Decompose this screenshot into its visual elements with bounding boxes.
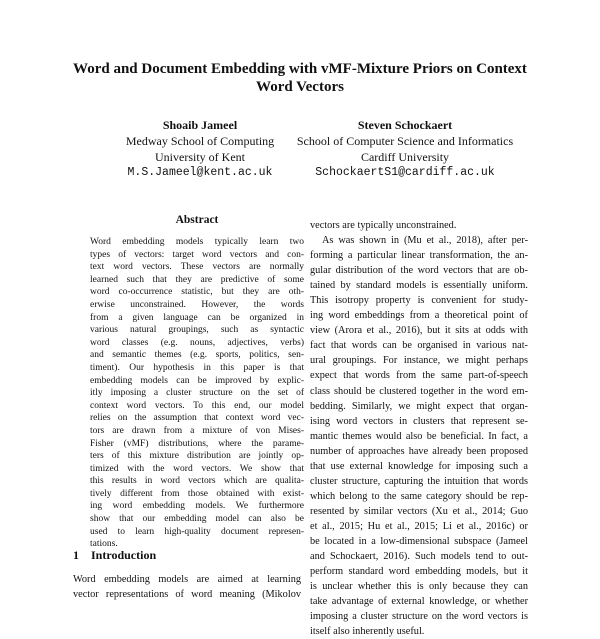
text-line: tors are drawn from a mixture of von Mises- bbox=[90, 425, 304, 436]
author-name: Steven Schockaert bbox=[357, 118, 453, 132]
text-line: gular distribution of the word vectors that are ob- bbox=[310, 265, 528, 277]
text-line: mantic themes would also be beneficial. In fact, a bbox=[310, 430, 528, 442]
text-line: tively different from those obtained with exist- bbox=[90, 488, 304, 499]
text-line: ing word embeddings from a theoretical point of bbox=[310, 310, 528, 322]
text-line: ters of this mixture distribution are jointly op- bbox=[90, 451, 304, 462]
text-line: vectors are typically unconstrained. bbox=[310, 220, 457, 231]
text-line: and Schockaert, 2016). Such models tend to out- bbox=[310, 551, 528, 563]
author-email: SchockaertS1@cardiff.ac.uk bbox=[315, 166, 495, 179]
text-line: word classes (e.g. nouns, adjectives, verbs) bbox=[90, 337, 304, 348]
section-heading-introduction bbox=[73, 548, 156, 563]
text-line: timent). Our hypothesis in this paper is that bbox=[90, 362, 304, 373]
author-affiliation: Cardiff University bbox=[360, 150, 450, 164]
text-line: itly imposing a cluster structure on the set of bbox=[90, 388, 304, 399]
author-block-2 bbox=[285, 117, 525, 181]
author-block-1 bbox=[95, 117, 305, 181]
text-line: This isotropy property is convenient for study- bbox=[310, 295, 528, 307]
text-line: timized with the word vectors. We show that bbox=[90, 463, 304, 474]
text-line: learned such that they are predictive of some bbox=[90, 274, 304, 285]
text-line: Word embedding models are aimed at learning bbox=[73, 574, 301, 585]
author-name: Shoaib Jameel bbox=[162, 118, 238, 132]
text-line: As was shown in (Mu et al., 2018), after per- bbox=[322, 235, 528, 247]
text-line: perform standard word embedding models, but it bbox=[310, 566, 528, 578]
text-line: number of approaches have already been proposed bbox=[310, 445, 528, 457]
text-line: context word vectors. To this end, our model bbox=[90, 400, 304, 411]
text-line: which belong to the same category should be rep- bbox=[310, 490, 528, 502]
text-line: types of vectors: target word vectors and con- bbox=[90, 249, 304, 260]
text-line: show that our embedding model can also be bbox=[90, 514, 304, 525]
author-affiliation: School of Computer Science and Informatics bbox=[296, 134, 514, 148]
section-title: Introduction bbox=[91, 548, 157, 562]
paper-title-line-1: Word and Document Embedding with vMF-Mixture Priors on Context bbox=[73, 61, 527, 77]
text-line: is unclear whether this is only because they can bbox=[310, 581, 528, 593]
text-line: view (Arora et al., 2016), but it sits at odds with bbox=[310, 325, 528, 337]
text-line: word co-occurrence statistic, but they are oth- bbox=[90, 287, 304, 298]
text-line: Fisher (vMF) distributions, where the parame- bbox=[90, 438, 304, 449]
text-line: used to learn high-quality document represen- bbox=[90, 526, 304, 537]
text-line: Word embedding models typically learn two bbox=[90, 237, 304, 247]
text-line: tained by standard models is essentially uniform. bbox=[310, 280, 528, 292]
text-line: cluster structure, capturing the intuition that words bbox=[310, 475, 528, 487]
text-line: bedding. Similarly, we might expect that organ- bbox=[310, 400, 528, 412]
text-line: forming a particular linear transformation, the an- bbox=[310, 250, 528, 262]
text-line: class should be clustered together in the word em- bbox=[310, 385, 528, 397]
text-line: relies on the assumption that context word vec- bbox=[90, 413, 304, 424]
author-affiliation: Medway School of Computing bbox=[125, 134, 275, 148]
text-line: resented by similar vectors (Xu et al., 2014; Guo bbox=[310, 505, 528, 517]
text-line: ural groupings. For instance, we might perhaps bbox=[310, 355, 528, 367]
section-number: 1 bbox=[73, 548, 79, 562]
text-line: that use external knowledge for imposing such a bbox=[310, 460, 528, 472]
text-line: ing word embedding models. We furthermore bbox=[90, 501, 304, 512]
paper-title bbox=[60, 60, 540, 96]
text-line: imposing a cluster structure on the word vectors is bbox=[310, 611, 528, 623]
paper-title-line-2: Word Vectors bbox=[256, 79, 344, 95]
text-line: from a given language can be organized in bbox=[90, 312, 304, 323]
text-line: et al., 2015; Hu et al., 2015; Li et al., 2016c) or bbox=[310, 520, 528, 532]
author-email: M.S.Jameel@kent.ac.uk bbox=[127, 166, 273, 179]
text-line: itself also inherently useful. bbox=[310, 626, 425, 638]
text-line: this results in word vectors which are qualita- bbox=[90, 476, 304, 487]
author-affiliation: University of Kent bbox=[155, 150, 245, 164]
text-line: fact that words can be organised in various nat- bbox=[310, 340, 528, 352]
text-line: ising word vectors in clusters that represent se- bbox=[310, 415, 528, 427]
introduction-body bbox=[73, 572, 301, 602]
text-line: erwise unconstrained. However, the words bbox=[90, 299, 304, 310]
right-column-body bbox=[310, 218, 528, 639]
text-line: take advantage of external knowledge, or whether bbox=[310, 596, 528, 608]
text-line: vector representations of word meaning (Mikolov bbox=[73, 589, 301, 601]
text-line: various natural groupings, such as syntactic bbox=[90, 325, 304, 336]
text-line: expect that words from the same part-of-speech bbox=[310, 370, 528, 382]
text-line: be located in a low-dimensional subspace (Jameel bbox=[310, 535, 528, 547]
abstract-body bbox=[90, 236, 304, 551]
text-line: text word vectors. These vectors are normally bbox=[90, 262, 304, 273]
abstract-heading: Abstract bbox=[175, 214, 219, 226]
text-line: tations. bbox=[90, 539, 118, 550]
text-line: and semantic themes (e.g. sports, politics, sen- bbox=[90, 350, 304, 361]
text-line: embedding models can be improved by explic- bbox=[90, 375, 304, 386]
